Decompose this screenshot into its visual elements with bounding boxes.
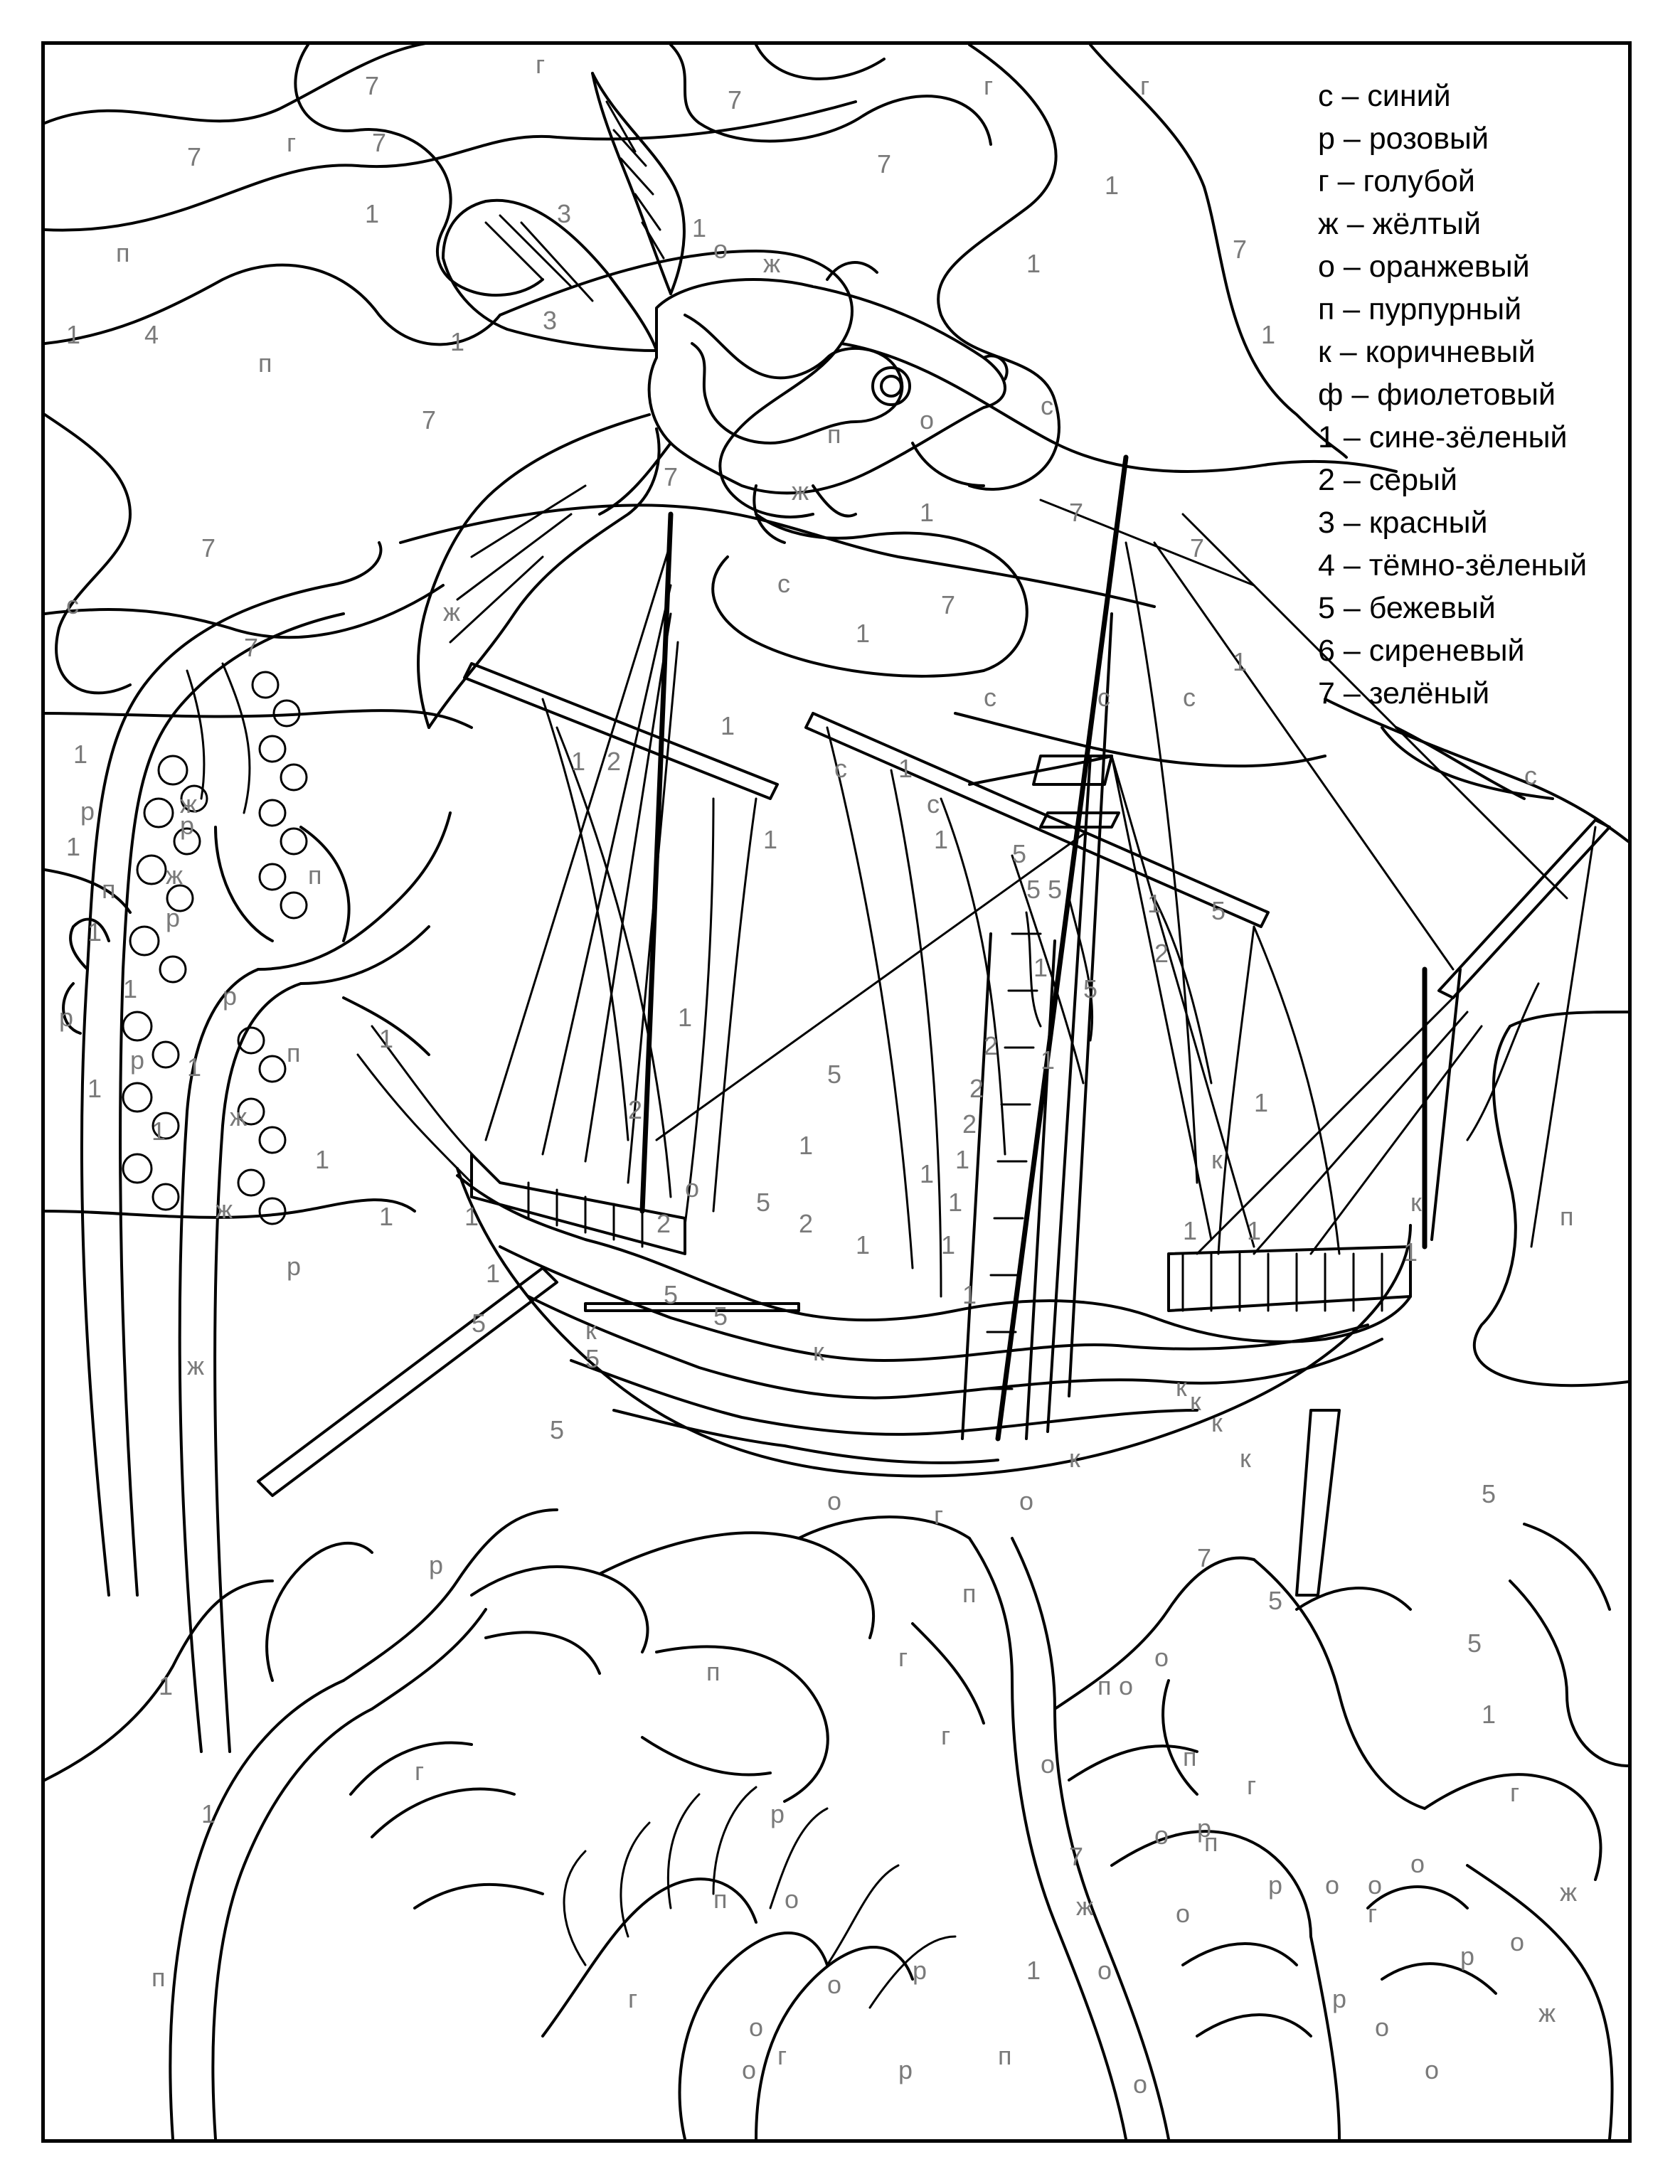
region-color-mark: о xyxy=(1510,1927,1525,1956)
legend-row-2: 2 – серый xyxy=(1318,463,1457,497)
region-color-mark: о xyxy=(1154,1821,1169,1850)
region-color-mark: 1 xyxy=(920,498,935,527)
region-color-mark: о xyxy=(920,405,935,435)
region-color-mark: р xyxy=(1460,1941,1475,1971)
region-color-mark: к xyxy=(813,1337,824,1366)
region-color-mark: 1 xyxy=(379,1024,394,1053)
region-color-mark: ж xyxy=(216,1195,233,1224)
region-color-mark: г xyxy=(984,71,994,100)
region-color-mark: 2 xyxy=(656,1209,671,1238)
region-color-mark: 1 xyxy=(379,1202,394,1231)
region-color-mark: р xyxy=(223,981,238,1011)
region-color-mark: о xyxy=(1119,1671,1134,1700)
region-color-mark: 7 xyxy=(1197,1543,1212,1572)
region-color-mark: 1 xyxy=(1482,1700,1496,1729)
region-color-mark: г xyxy=(777,2041,787,2070)
region-color-mark: г xyxy=(1368,1899,1378,1928)
region-color-mark: 2 xyxy=(799,1209,814,1238)
region-color-mark: о xyxy=(1368,1870,1383,1900)
region-color-mark: о xyxy=(1325,1870,1340,1900)
region-color-mark: 5 xyxy=(585,1344,600,1373)
region-color-mark: п xyxy=(998,2041,1012,2070)
region-color-mark: о xyxy=(827,1970,842,1999)
region-color-mark: 7 xyxy=(365,71,380,100)
region-color-mark: ж xyxy=(1560,1877,1578,1907)
region-color-mark: о xyxy=(685,1173,700,1203)
region-color-mark: о xyxy=(749,2013,764,2042)
region-color-mark: о xyxy=(827,1486,842,1516)
region-color-mark: о xyxy=(1425,2055,1440,2084)
region-color-mark: о xyxy=(1375,2013,1390,2042)
region-color-mark: к xyxy=(1240,1444,1251,1473)
region-color-mark: с xyxy=(777,569,790,598)
region-color-mark: 3 xyxy=(543,306,558,335)
region-color-mark: 1 xyxy=(87,1074,102,1103)
region-color-mark: р xyxy=(1268,1870,1283,1900)
region-color-mark: 1 xyxy=(73,740,88,769)
coral-reef xyxy=(45,1510,1628,2139)
region-color-mark: 1 xyxy=(678,1003,693,1032)
region-color-mark: 1 xyxy=(955,1145,970,1174)
region-color-mark: г xyxy=(536,50,546,79)
region-color-mark: с xyxy=(66,590,79,619)
region-color-mark: 1 xyxy=(1247,1216,1262,1245)
region-color-mark: о xyxy=(1176,1899,1191,1928)
region-color-mark: 1 xyxy=(201,1799,216,1828)
region-color-mark: п xyxy=(308,861,322,890)
region-color-mark: ж xyxy=(230,1102,248,1131)
legend-row-4: 4 – тёмно-зёленый xyxy=(1318,548,1588,582)
region-color-mark: ж xyxy=(763,249,781,278)
region-color-mark: 1 xyxy=(721,711,735,740)
region-color-mark: 5 xyxy=(1482,1479,1496,1508)
region-color-mark: п xyxy=(713,1885,728,1914)
region-color-mark: 5 xyxy=(756,1188,771,1217)
left-seaweed xyxy=(63,543,450,1752)
region-color-mark: 5 xyxy=(1268,1586,1283,1615)
legend-row-yellow: ж – жёлтый xyxy=(1318,207,1481,241)
legend-row-pink: р – розовый xyxy=(1318,122,1489,156)
legend-row-5: 5 – бежевый xyxy=(1318,591,1496,625)
region-color-mark: п xyxy=(258,348,272,378)
region-color-mark: 7 xyxy=(941,590,956,619)
legend-row-6: 6 – сиреневый xyxy=(1318,634,1525,668)
region-color-mark: п xyxy=(1183,1742,1197,1772)
region-color-mark: г xyxy=(287,128,297,157)
region-color-mark: 1 xyxy=(464,1202,479,1231)
region-color-mark: 5 xyxy=(1083,974,1098,1003)
region-color-mark: 2 xyxy=(1154,939,1169,968)
region-color-mark: 1 xyxy=(799,1131,814,1160)
legend-row-violet: ф – фиолетовый xyxy=(1318,378,1556,412)
region-color-mark: г xyxy=(934,1501,944,1530)
region-color-mark: 1 xyxy=(1147,889,1162,918)
region-color-mark: 4 xyxy=(144,320,159,349)
region-color-mark: 1 xyxy=(941,1230,956,1259)
color-legend xyxy=(1318,75,1587,715)
region-color-mark: 7 xyxy=(372,128,387,157)
region-color-mark: 1 xyxy=(692,213,707,243)
region-color-mark: о xyxy=(713,235,728,264)
region-color-mark: 1 xyxy=(1261,320,1276,349)
region-color-mark: о xyxy=(1019,1486,1034,1516)
region-color-mark: р xyxy=(80,797,95,826)
region-color-mark: о xyxy=(1133,2070,1148,2099)
ship-hull xyxy=(258,1154,1410,1595)
region-color-mark: 7 xyxy=(728,85,743,114)
region-color-mark: р xyxy=(59,1003,74,1032)
region-color-mark: 5 xyxy=(1012,839,1027,868)
region-color-mark: 7 xyxy=(244,633,259,662)
region-color-mark: р xyxy=(770,1799,785,1828)
region-color-mark: 5 xyxy=(713,1301,728,1331)
region-color-mark: о xyxy=(742,2055,757,2084)
region-color-mark: р xyxy=(130,1045,145,1075)
region-color-mark: г xyxy=(1140,71,1150,100)
region-color-mark: с xyxy=(927,789,940,819)
region-color-mark: к xyxy=(1069,1444,1080,1473)
region-color-mark: ж xyxy=(187,1351,205,1380)
legend-row-7: 7 – зелёный xyxy=(1318,676,1490,710)
region-color-mark: 5 xyxy=(1467,1629,1482,1658)
region-color-mark: 5 xyxy=(1211,896,1226,925)
region-color-mark: 1 xyxy=(486,1259,501,1288)
region-color-mark: 5 xyxy=(827,1060,842,1089)
region-color-mark: 2 xyxy=(962,1109,977,1139)
region-color-mark: 1 xyxy=(365,199,380,228)
region-color-mark: п xyxy=(1560,1202,1574,1231)
region-color-mark: 1 xyxy=(1403,1237,1418,1267)
region-color-mark: к xyxy=(1211,1145,1223,1174)
region-color-mark: г xyxy=(628,1984,638,2013)
region-color-mark: 7 xyxy=(877,149,892,179)
region-color-mark: 3 xyxy=(557,199,572,228)
region-color-mark: о xyxy=(1154,1643,1169,1672)
region-color-mark: р xyxy=(898,2055,913,2084)
region-color-mark: с xyxy=(1524,761,1537,790)
region-color-mark: с xyxy=(1097,683,1110,712)
region-color-mark: 2 xyxy=(984,1031,999,1060)
region-color-mark: п xyxy=(116,238,130,267)
legend-row-3: 3 – красный xyxy=(1318,506,1488,540)
region-color-mark: п xyxy=(827,420,841,449)
region-color-mark: р xyxy=(166,903,181,932)
region-color-mark: 1 xyxy=(1233,647,1248,676)
region-color-mark: 1 xyxy=(87,917,102,947)
region-color-mark: 7 xyxy=(1190,533,1205,563)
region-color-mark: 5 xyxy=(664,1280,679,1309)
region-color-mark: 1 xyxy=(856,619,871,648)
region-color-mark: с xyxy=(834,754,847,783)
region-color-mark: г xyxy=(415,1757,425,1786)
region-color-mark: о xyxy=(1041,1749,1056,1779)
region-color-mark: 7 xyxy=(664,462,679,491)
region-color-mark: 1 xyxy=(187,1053,202,1082)
legend-row-brown: к – коричневый xyxy=(1318,335,1536,369)
region-color-mark: 1 xyxy=(159,1671,174,1700)
region-color-mark: 1 xyxy=(1033,953,1048,982)
region-color-mark: г xyxy=(898,1643,908,1672)
region-color-mark: п xyxy=(1204,1828,1218,1857)
region-color-mark: 7 xyxy=(1069,1842,1084,1871)
region-color-mark: г xyxy=(1247,1771,1257,1800)
region-color-mark: 1 xyxy=(450,327,465,356)
region-color-mark: р xyxy=(1332,1984,1347,2013)
region-color-mark: 1 xyxy=(66,832,81,861)
region-color-mark: к xyxy=(1190,1387,1201,1416)
region-color-mark: с xyxy=(1183,683,1196,712)
region-color-mark: р xyxy=(1197,1813,1212,1843)
region-color-mark: 2 xyxy=(607,747,622,776)
region-color-mark: 7 xyxy=(201,533,216,563)
region-color-mark: 1 xyxy=(66,320,81,349)
region-color-mark: п xyxy=(102,875,116,904)
region-color-mark: п xyxy=(287,1038,301,1067)
region-color-mark: 5 xyxy=(1048,875,1063,904)
legend-row-blue: с – синий xyxy=(1318,79,1451,113)
region-color-mark: 7 xyxy=(187,142,202,171)
region-color-mark: 1 xyxy=(763,825,778,854)
region-color-mark: г xyxy=(941,1721,951,1750)
region-color-mark: к xyxy=(1211,1408,1223,1437)
region-color-mark: р xyxy=(287,1252,302,1281)
region-color-mark: 1 xyxy=(1026,249,1041,278)
region-color-mark: ж xyxy=(180,789,198,819)
region-color-mark: 2 xyxy=(628,1095,643,1124)
region-color-mark: 1 xyxy=(123,974,138,1003)
legend-row-purple: п – пурпурный xyxy=(1318,292,1522,326)
region-color-mark: 5 xyxy=(472,1309,487,1338)
region-color-mark: 7 xyxy=(1233,235,1248,264)
region-color-mark: 1 xyxy=(934,825,949,854)
region-color-mark: 1 xyxy=(1183,1216,1198,1245)
region-color-mark: р xyxy=(180,811,195,840)
fish xyxy=(418,73,1007,728)
region-color-mark: р xyxy=(913,1956,927,1985)
region-color-mark: п xyxy=(706,1657,721,1686)
region-color-mark: ж xyxy=(443,597,461,627)
region-color-mark: ж xyxy=(166,861,184,890)
region-color-mark: о xyxy=(1410,1849,1425,1878)
region-color-mark: 1 xyxy=(898,754,913,783)
region-color-mark: 7 xyxy=(422,405,437,435)
region-color-mark: 1 xyxy=(315,1145,330,1174)
region-color-mark: к xyxy=(1410,1188,1422,1217)
region-color-mark: 2 xyxy=(969,1074,984,1103)
region-color-mark: 1 xyxy=(1254,1088,1269,1117)
region-color-mark: 1 xyxy=(948,1188,963,1217)
region-color-mark: п xyxy=(1097,1671,1112,1700)
region-color-mark: 7 xyxy=(1069,498,1084,527)
region-color-mark: 1 xyxy=(1041,1045,1056,1075)
region-color-mark: с xyxy=(1041,391,1053,420)
region-color-mark: о xyxy=(785,1885,799,1914)
legend-row-1: 1 – сине-зёленый xyxy=(1318,420,1568,454)
region-color-mark: о xyxy=(1097,1956,1112,1985)
region-color-mark: 1 xyxy=(856,1230,871,1259)
region-color-mark: 5 xyxy=(1026,875,1041,904)
region-color-mark: 1 xyxy=(151,1117,166,1146)
region-color-mark: к xyxy=(585,1316,597,1345)
region-color-mark: ж xyxy=(1538,1998,1556,2028)
region-color-mark: г xyxy=(1510,1778,1520,1807)
region-color-mark: с xyxy=(984,683,996,712)
region-color-mark: к xyxy=(1176,1373,1187,1402)
region-color-mark: 5 xyxy=(550,1415,565,1444)
region-color-mark: п xyxy=(962,1579,977,1608)
region-color-mark: п xyxy=(151,1963,166,1992)
region-color-mark: ж xyxy=(1076,1892,1094,1921)
legend-row-light-blue: г – голубой xyxy=(1318,164,1475,198)
region-color-mark: 1 xyxy=(920,1159,935,1188)
region-color-mark: р xyxy=(429,1550,444,1580)
region-color-mark: 1 xyxy=(1105,171,1120,200)
legend-row-orange: о – оранжевый xyxy=(1318,250,1530,284)
picture-frame xyxy=(41,41,1632,2143)
region-color-mark: ж xyxy=(792,476,809,506)
region-color-mark: 1 xyxy=(1026,1956,1041,1985)
region-color-mark: 1 xyxy=(962,1280,977,1309)
region-color-mark: 1 xyxy=(571,747,586,776)
